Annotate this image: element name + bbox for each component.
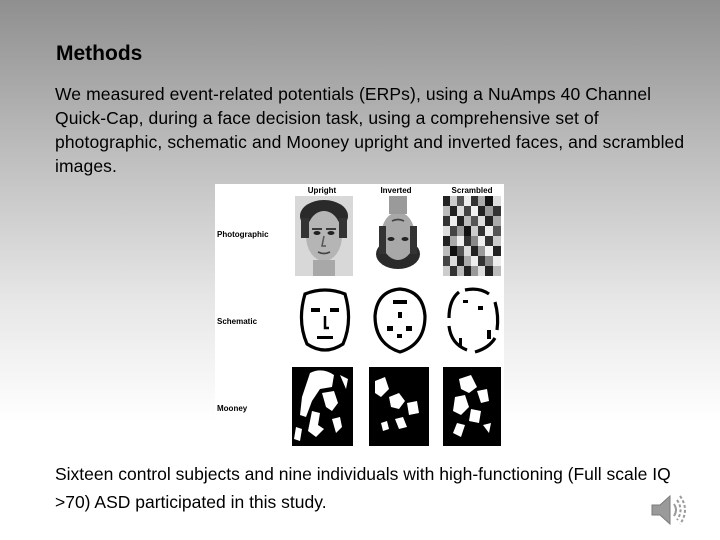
photo-inverted-face [367,196,429,276]
column-header-scrambled: Scrambled [451,186,493,195]
row-header-schematic: Schematic [217,317,258,326]
mooney-inverted-face [369,367,429,446]
mooney-scrambled-image [443,367,501,446]
stimulus-figure [215,184,504,448]
mooney-upright-face [292,367,353,446]
column-header-upright: Upright [307,186,337,195]
participants-paragraph: Sixteen control subjects and nine individuals with high-functioning (Full scale IQ >70) ASD participated in this study. [55,464,671,512]
row-header-mooney: Mooney [217,404,248,413]
schematic-scrambled-image [445,286,501,356]
methods-paragraph: We measured event-related potentials (ERPs), using a NuAmps 40 Channel Quick-Cap, during a face decision task, using a comprehensive set of photographic, schematic and Mooney upright and inverted faces, and scrambled images. [55,84,685,176]
row-header-photographic: Photographic [217,230,269,239]
column-header-inverted: Inverted [380,186,412,195]
photo-scrambled-image [443,196,501,276]
speaker-icon[interactable] [648,490,688,530]
schematic-upright-face [295,286,355,356]
photo-upright-face [295,196,353,276]
schematic-inverted-face [371,286,429,356]
slide-title: Methods [56,42,143,65]
